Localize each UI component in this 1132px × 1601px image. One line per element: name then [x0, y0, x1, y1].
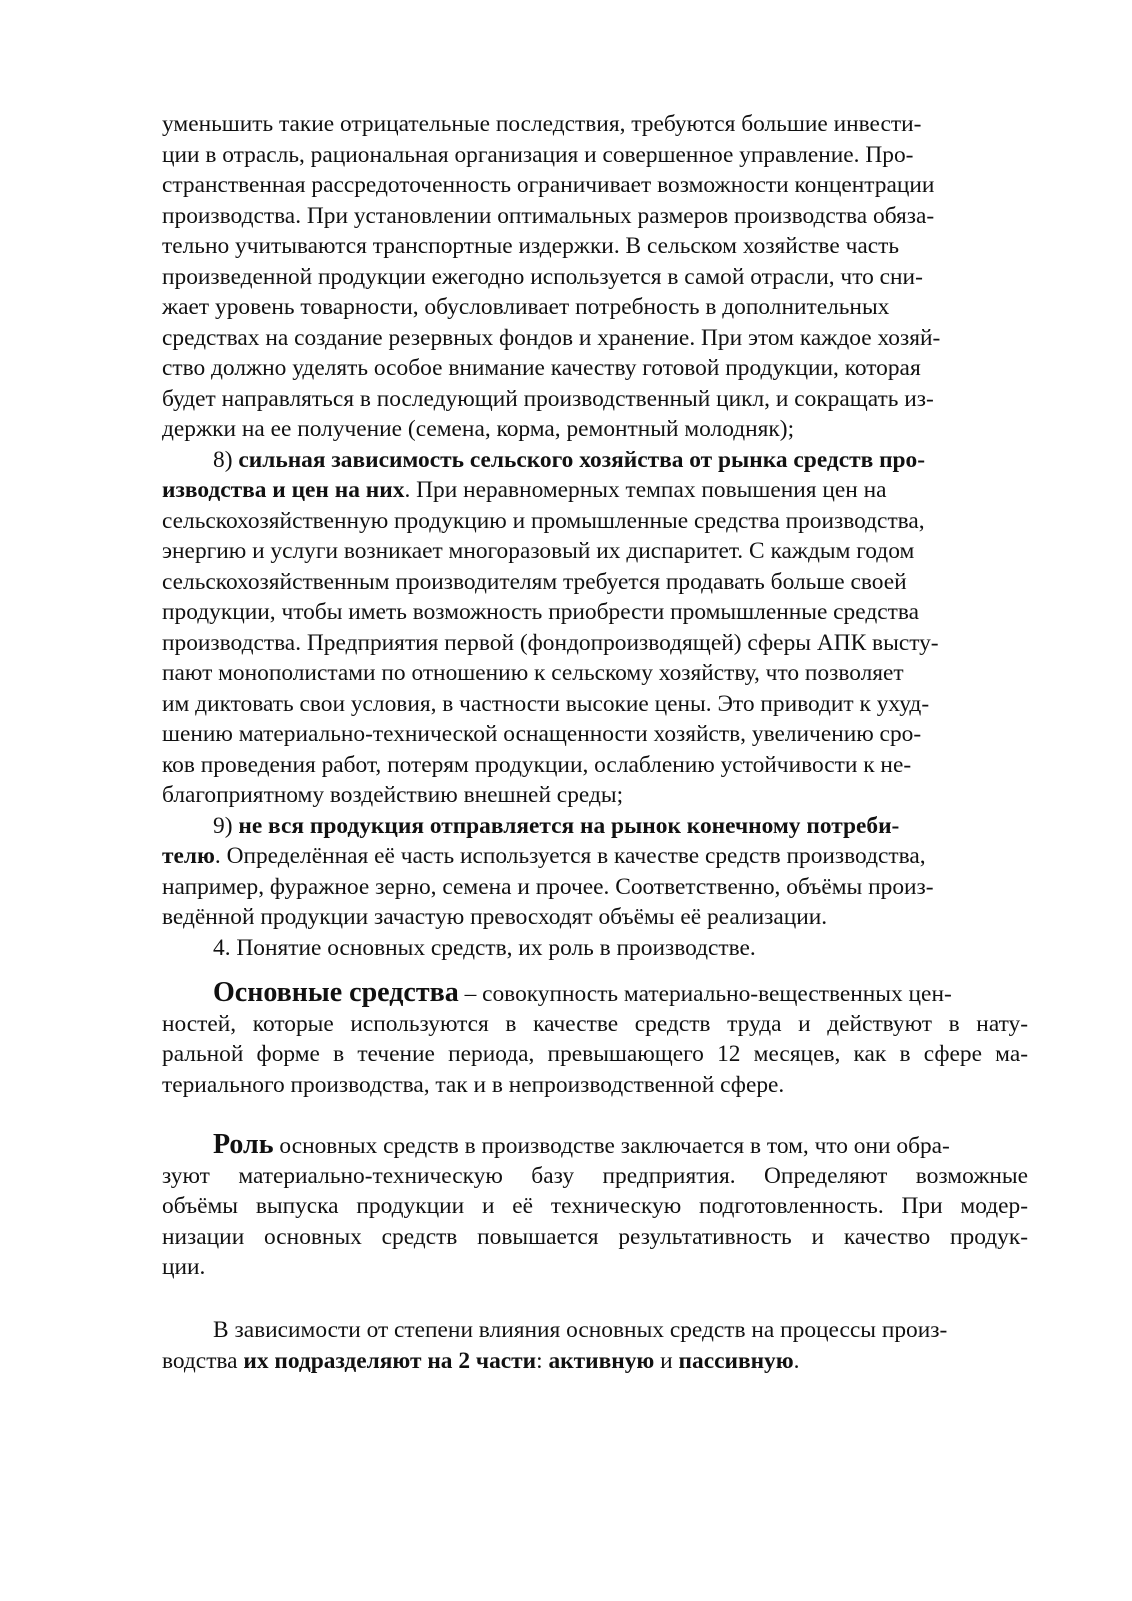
section-heading: 4. Понятие основных средств, их роль в производстве. — [213, 934, 756, 961]
text-line: низации основных средств повышается результативность и качество продук- — [162, 1223, 1028, 1250]
active-part-term: активную — [548, 1347, 655, 1374]
text-line: териального производства, так и в непроизводственной сфере. — [162, 1071, 785, 1098]
text-line: ральной форме в течение периода, превышающего 12 месяцев, как в сфере ма- — [162, 1041, 1028, 1067]
text-line: В зависимости от степени влияния основных средств на процессы произ- — [213, 1317, 948, 1343]
text-line: уменьшить такие отрицательные последствия, требуются большие инвести- — [162, 111, 922, 137]
text-line: ков проведения работ, потерям продукции, ослаблению устойчивости к не- — [162, 751, 912, 778]
list-item-9-line — [162, 811, 1028, 842]
emphasis-text: сильная зависимость сельского хозяйства от рынка средств про- — [238, 446, 926, 473]
classification-line — [162, 1346, 1028, 1377]
text-line: ведённой продукции зачастую превосходят объёмы её реализации. — [162, 904, 828, 930]
text-fragment: . При неравномерных темпах повышения цен на — [404, 477, 887, 503]
text-fragment: основных средств в производстве заключается в том, что они обра- — [273, 1133, 950, 1159]
passive-part-term: пассивную — [678, 1347, 794, 1374]
text-line: будет направляться в последующий производственный цикл, и сокращать из- — [162, 385, 934, 412]
list-item-8-line — [162, 475, 1028, 506]
text-line: странственная рассредоточенность ограничивает возможности концентрации — [162, 172, 935, 198]
text-line: произведенной продукции ежегодно используется в самой отрасли, что сни- — [162, 263, 923, 290]
text-line: тельно учитываются транспортные издержки. В сельском хозяйстве часть — [162, 233, 899, 259]
emphasis-text: телю — [162, 843, 215, 869]
text-fragment: – совокупность материально-вещественных цен- — [458, 981, 952, 1007]
text-line: ство должно уделять особое внимание качеству готовой продукции, которая — [162, 355, 921, 381]
list-number: 9) — [213, 812, 239, 839]
text-fragment: . — [793, 1347, 800, 1374]
emphasis-text: их подразделяют на 2 части — [243, 1347, 537, 1374]
role-paragraph — [162, 1130, 1028, 1283]
text-line: средствах на создание резервных фондов и хранение. При этом каждое хозяй- — [162, 324, 941, 351]
emphasis-text: изводства и цен на них — [162, 477, 405, 503]
text-fragment: . Определённая её часть используется в качестве средств производства, — [214, 843, 926, 869]
classification-paragraph — [162, 1315, 1028, 1376]
text-line: благоприятному воздействию внешней среды; — [162, 782, 624, 808]
definition-term: Основные средства — [213, 977, 459, 1008]
text-line: зуют материально-техническую базу предприятия. Определяют возможные — [162, 1162, 1028, 1189]
body-text — [162, 109, 1028, 963]
text-line: сельскохозяйственную продукцию и промышленные средства производства, — [162, 507, 925, 534]
text-fragment: : — [536, 1347, 549, 1374]
emphasis-text: не вся продукция отправляется на рынок конечному потреби- — [238, 812, 900, 839]
text-line: держки на ее получение (семена, корма, ремонтный молодняк); — [162, 416, 795, 442]
text-line: ции в отрасль, рациональная организация и совершенное управление. Про- — [162, 141, 914, 168]
list-item-9-line — [162, 841, 1028, 872]
text-line: ции. — [162, 1254, 206, 1280]
text-fragment: и — [654, 1347, 679, 1374]
role-first-line — [162, 1130, 1028, 1161]
text-fragment: водства — [162, 1347, 244, 1374]
text-line: например, фуражное зерно, семена и прочее. Соответственно, объёмы произ- — [162, 873, 934, 900]
definition-first-line — [162, 978, 1028, 1009]
text-line: производства. При установлении оптимальных размеров производства обяза- — [162, 202, 935, 229]
text-line: жает уровень товарности, обусловливает потребность в дополнительных — [162, 294, 890, 320]
text-line: пают монополистами по отношению к сельскому хозяйству, что позволяет — [162, 660, 904, 686]
text-line: энергию и услуги возникает многоразовый их диспаритет. С каждым годом — [162, 538, 915, 564]
definition-paragraph — [162, 978, 1028, 1100]
list-number: 8) — [213, 446, 239, 473]
text-line: ностей, которые используются в качестве средств труда и действуют в нату- — [162, 1010, 1028, 1037]
text-line: им диктовать свои условия, в частности высокие цены. Это приводит к ухуд- — [162, 690, 930, 717]
text-line: объёмы выпуска продукции и её техническую подготовленность. При модер- — [162, 1193, 1028, 1219]
text-line: продукции, чтобы иметь возможность приобрести промышленные средства — [162, 599, 919, 625]
list-item-8-line — [162, 445, 1028, 476]
text-line: шению материально-технической оснащенности хозяйств, увеличению сро- — [162, 721, 922, 747]
text-line: производства. Предприятия первой (фондопроизводящей) сферы АПК высту- — [162, 629, 939, 656]
role-term: Роль — [213, 1129, 274, 1160]
text-line: сельскохозяйственным производителям требуется продавать больше своей — [162, 568, 907, 595]
